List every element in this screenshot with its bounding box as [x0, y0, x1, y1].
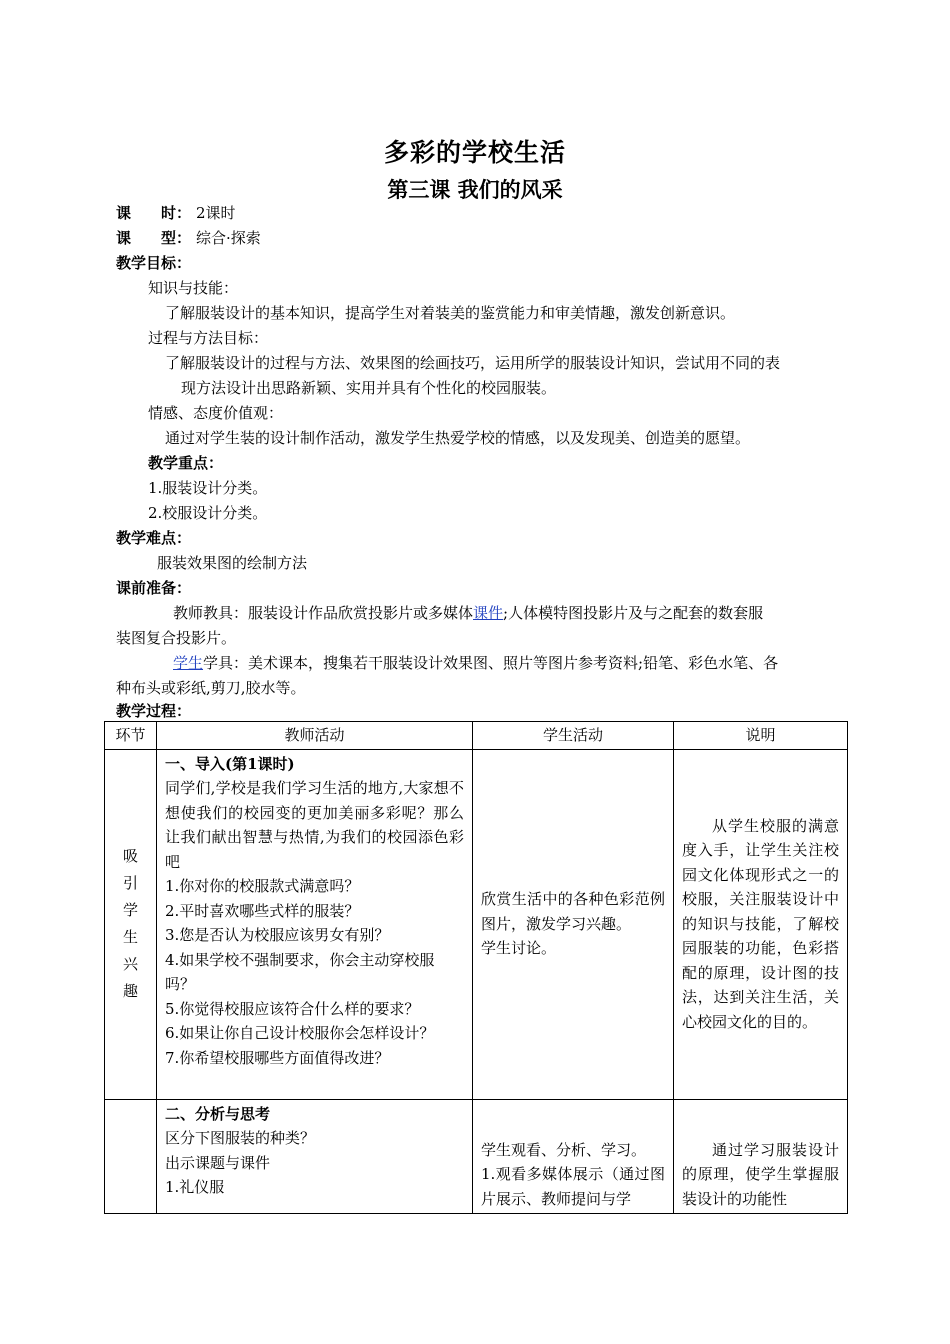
student-activity-2: 1.观看多媒体展示（通过图片展示、教师提问与学 [481, 1165, 665, 1208]
student-prep-line [173, 652, 778, 674]
stage-char: 兴 [122, 955, 138, 973]
process-heading: 教学过程： [116, 702, 192, 720]
student-prep-suffix: 学具：美术课本，搜集若干服装设计效果图、照片等图片参考资料;铅笔、彩色水笔、各 [203, 654, 779, 672]
document-title: 多彩的学校生活 [383, 138, 566, 167]
teacher-prep-suffix: ;人体模特图投影片及与之配套的数套服 [503, 604, 764, 622]
prep-heading: 课前准备： [116, 579, 192, 597]
question-item: 4.如果学校不强制要求，你会主动穿校服吗？ [165, 950, 435, 993]
emotion-text: 通过对学生装的设计制作活动，激发学生热爱学校的情感，以及发现美、创造美的愿望。 [165, 429, 751, 447]
process-text-2: 现方法设计出思路新颖、实用并具有个性化的校园服装。 [181, 379, 557, 397]
goals-heading: 教学目标： [116, 254, 192, 272]
stage-char: 吸 [122, 847, 138, 865]
process-text-1: 了解服装设计的过程与方法、效果图的绘画技巧，运用所学的服装设计知识，尝试用不同的表 [165, 354, 781, 372]
lesson-subtitle: 第三课 我们的风采 [387, 177, 563, 202]
teacher-line: 1.礼仪服 [165, 1178, 225, 1196]
table-header-row [105, 722, 848, 750]
hours-label: 课 时： [116, 204, 192, 222]
stage-char: 学 [122, 901, 138, 919]
question-item: 6.如果让你自己设计校服你会怎样设计？ [165, 1024, 435, 1042]
teacher-activity-cell [157, 1099, 473, 1214]
column-header-note: 说明 [674, 722, 848, 750]
key-point-2: 2.校服设计分类。 [148, 504, 268, 522]
difficulty-heading: 教学难点： [116, 529, 192, 547]
note-cell [674, 1099, 848, 1214]
teacher-line: 区分下图服装的种类？ [165, 1129, 316, 1147]
stage-char: 生 [122, 928, 138, 946]
student-prep-line-2: 种布头或彩纸,剪刀,胶水等。 [116, 679, 306, 697]
teacher-prep-line [173, 602, 763, 624]
teacher-prep-prefix: 教师教具：服装设计作品欣赏投影片或多媒体 [173, 604, 474, 622]
stage-char: 引 [122, 874, 138, 892]
emotion-label: 情感、态度价值观： [148, 404, 284, 422]
teacher-section-title: 二、分析与思考 [165, 1104, 271, 1123]
teacher-prep-line-2: 装图复合投影片。 [116, 629, 237, 647]
column-header-teacher: 教师活动 [157, 722, 473, 750]
teacher-section-title: 一、导入(第1课时) [165, 754, 295, 773]
question-item: 7.你希望校服哪些方面值得改进？ [165, 1048, 390, 1067]
stage-cell-empty [105, 1099, 157, 1214]
question-item: 5.你觉得校服应该符合什么样的要求？ [165, 999, 420, 1018]
note-text: 通过学习服装设计的原理，使学生掌握服装设计的功能性 [682, 1140, 839, 1208]
column-header-student: 学生活动 [473, 722, 674, 750]
student-activity-2: 学生讨论。 [481, 939, 557, 958]
hours-value: 2课时 [196, 204, 236, 222]
question-item: 1.你对你的校服款式满意吗？ [165, 877, 360, 895]
teacher-activity-cell [157, 749, 473, 1099]
student-link[interactable]: 学生 [173, 654, 204, 672]
note-cell [674, 749, 848, 1099]
table-row [105, 749, 848, 1099]
column-header-stage: 环节 [105, 722, 157, 750]
student-activity-cell [473, 1099, 674, 1214]
student-activity-cell [473, 749, 674, 1099]
table-row [105, 1099, 848, 1214]
key-point-1: 1.服装设计分类。 [148, 479, 268, 497]
question-item: 3.您是否认为校服应该男女有别？ [165, 926, 390, 944]
type-label: 课 型： [116, 229, 192, 247]
type-value: 综合·探索 [196, 229, 261, 247]
teacher-line: 出示课题与课件 [165, 1153, 271, 1172]
difficulty-text: 服装效果图的绘制方法 [157, 554, 308, 572]
courseware-link[interactable]: 课件 [473, 604, 504, 622]
stage-char: 趣 [122, 982, 138, 1000]
note-text: 从学生校服的满意度入手，让学生关注校园文化体现形式之一的校服，关注服装设计中的知识与技能，了解校园服装的功能，色彩搭配的原理，设计图的技法，达到关注生活，关心校园文化的目的。 [682, 816, 839, 1031]
knowledge-label: 知识与技能： [148, 279, 239, 297]
knowledge-text: 了解服装设计的基本知识，提高学生对着装美的鉴赏能力和审美情趣，激发创新意识。 [165, 304, 736, 322]
key-points-heading: 教学重点： [148, 454, 224, 472]
process-label: 过程与方法目标： [148, 329, 269, 347]
question-item: 2.平时喜欢哪些式样的服装？ [165, 901, 360, 920]
student-activity-1: 学生观看、分析、学习。 [481, 1140, 647, 1159]
stage-cell [105, 749, 157, 1099]
teacher-intro: 同学们,学校是我们学习生活的地方,大家想不想使我们的校园变的更加美丽多彩呢？那么让我们献出智慧与热情,为我们的校园添色彩吧 [165, 779, 464, 871]
student-activity-1: 欣赏生活中的各种色彩范例图片，激发学习兴趣。 [481, 890, 665, 933]
teaching-process-table [104, 721, 848, 1214]
